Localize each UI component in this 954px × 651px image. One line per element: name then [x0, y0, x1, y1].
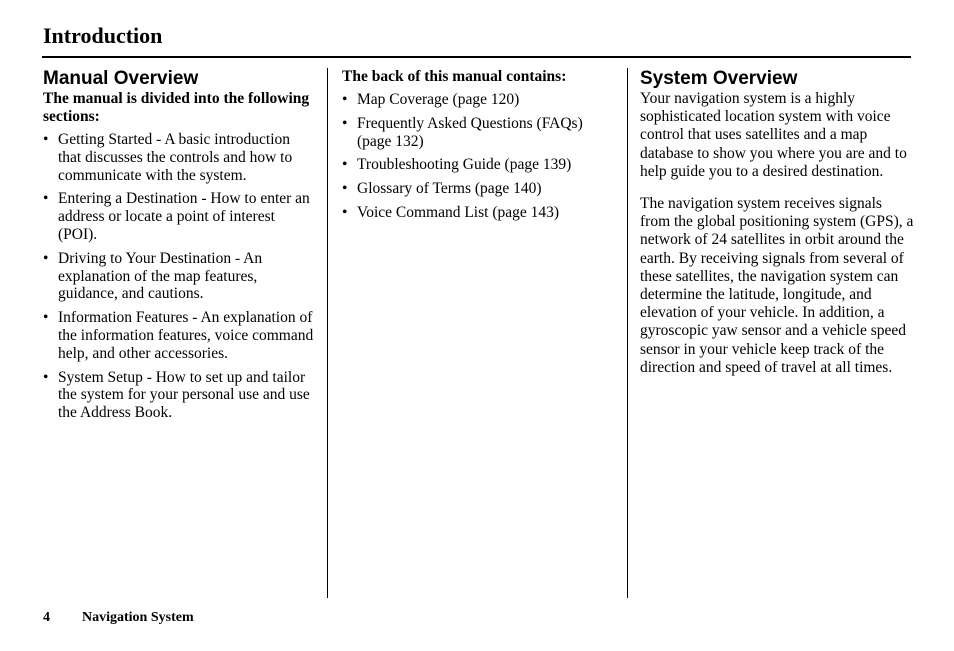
- bullet-icon: •: [342, 180, 348, 198]
- list-item-text: Driving to Your Destination - An explanation of the map features, guidance, and cautions.: [58, 249, 263, 303]
- bullet-icon: •: [43, 190, 49, 208]
- bullet-icon: •: [342, 203, 348, 221]
- list-item-text: Map Coverage (page 120): [357, 91, 520, 108]
- list-item-text: Voice Command List (page 143): [357, 203, 560, 221]
- column-divider-right: [627, 68, 628, 598]
- bullet-icon: •: [43, 131, 49, 148]
- footer-label: Navigation System: [82, 610, 194, 625]
- list-item-text: Getting Started - A basic introduction that discusses the controls and how to communicate with the system.: [58, 131, 293, 184]
- manual-overview-heading: Manual Overview: [43, 68, 199, 89]
- list-item-text: Entering a Destination - How to enter an address or locate a point of interest (POI).: [58, 190, 310, 243]
- title-rule: [42, 56, 911, 58]
- list-item: [342, 156, 617, 174]
- bullet-icon: •: [342, 156, 348, 174]
- manual-overview-section: [43, 68, 317, 428]
- column-divider-left: [327, 68, 328, 598]
- system-overview-paragraph: The navigation system receives signals from the global positioning system (GPS), a network of 24 satellites in orbit around the earth. By receiving signals from several of these satellites, the navigation system can determine the latitude, longitude, and elevation of your vehicle. In addition, a gyroscopic yaw sensor and a vehicle speed sensor in your vehicle keep track of the direction and speed of travel at all times.: [640, 195, 914, 376]
- back-of-manual-heading: The back of this manual contains:: [342, 68, 567, 85]
- system-overview-section: [640, 68, 915, 377]
- manual-overview-intro: The manual is divided into the following sections:: [43, 90, 310, 125]
- list-item: [43, 190, 317, 243]
- list-item-text: Glossary of Terms (page 140): [357, 180, 542, 198]
- bullet-icon: •: [342, 91, 348, 108]
- system-overview-paragraph: Your navigation system is a highly sophisticated location system with voice control that uses satellites and a map database to show you where you are and to help guide you to a desired destination.: [640, 90, 907, 180]
- list-item: [342, 204, 617, 222]
- bullet-icon: •: [43, 368, 49, 386]
- back-of-manual-list: [342, 91, 617, 222]
- list-item: [43, 250, 317, 303]
- list-item: [342, 180, 617, 198]
- list-item: [342, 91, 617, 109]
- list-item: [43, 131, 317, 184]
- list-item-text: Information Features - An explanation of the information features, voice command help, and other accessories.: [58, 309, 314, 362]
- list-item-text: System Setup - How to set up and tailor the system for your personal use and use the Address Book.: [58, 368, 310, 422]
- list-item: [43, 369, 317, 422]
- list-item-text: Troubleshooting Guide (page 139): [357, 156, 572, 174]
- list-item: [43, 309, 317, 362]
- page-number: 4: [43, 610, 50, 625]
- page-title: Introduction: [43, 23, 163, 48]
- bullet-icon: •: [342, 114, 348, 132]
- bullet-icon: •: [43, 249, 49, 267]
- list-item: [342, 115, 617, 151]
- bullet-icon: •: [43, 309, 49, 327]
- manual-sections-list: [43, 131, 317, 422]
- list-item-text: Frequently Asked Questions (FAQs) (page 132): [357, 114, 583, 150]
- back-of-manual-section: [342, 68, 617, 228]
- system-overview-heading: System Overview: [640, 68, 798, 89]
